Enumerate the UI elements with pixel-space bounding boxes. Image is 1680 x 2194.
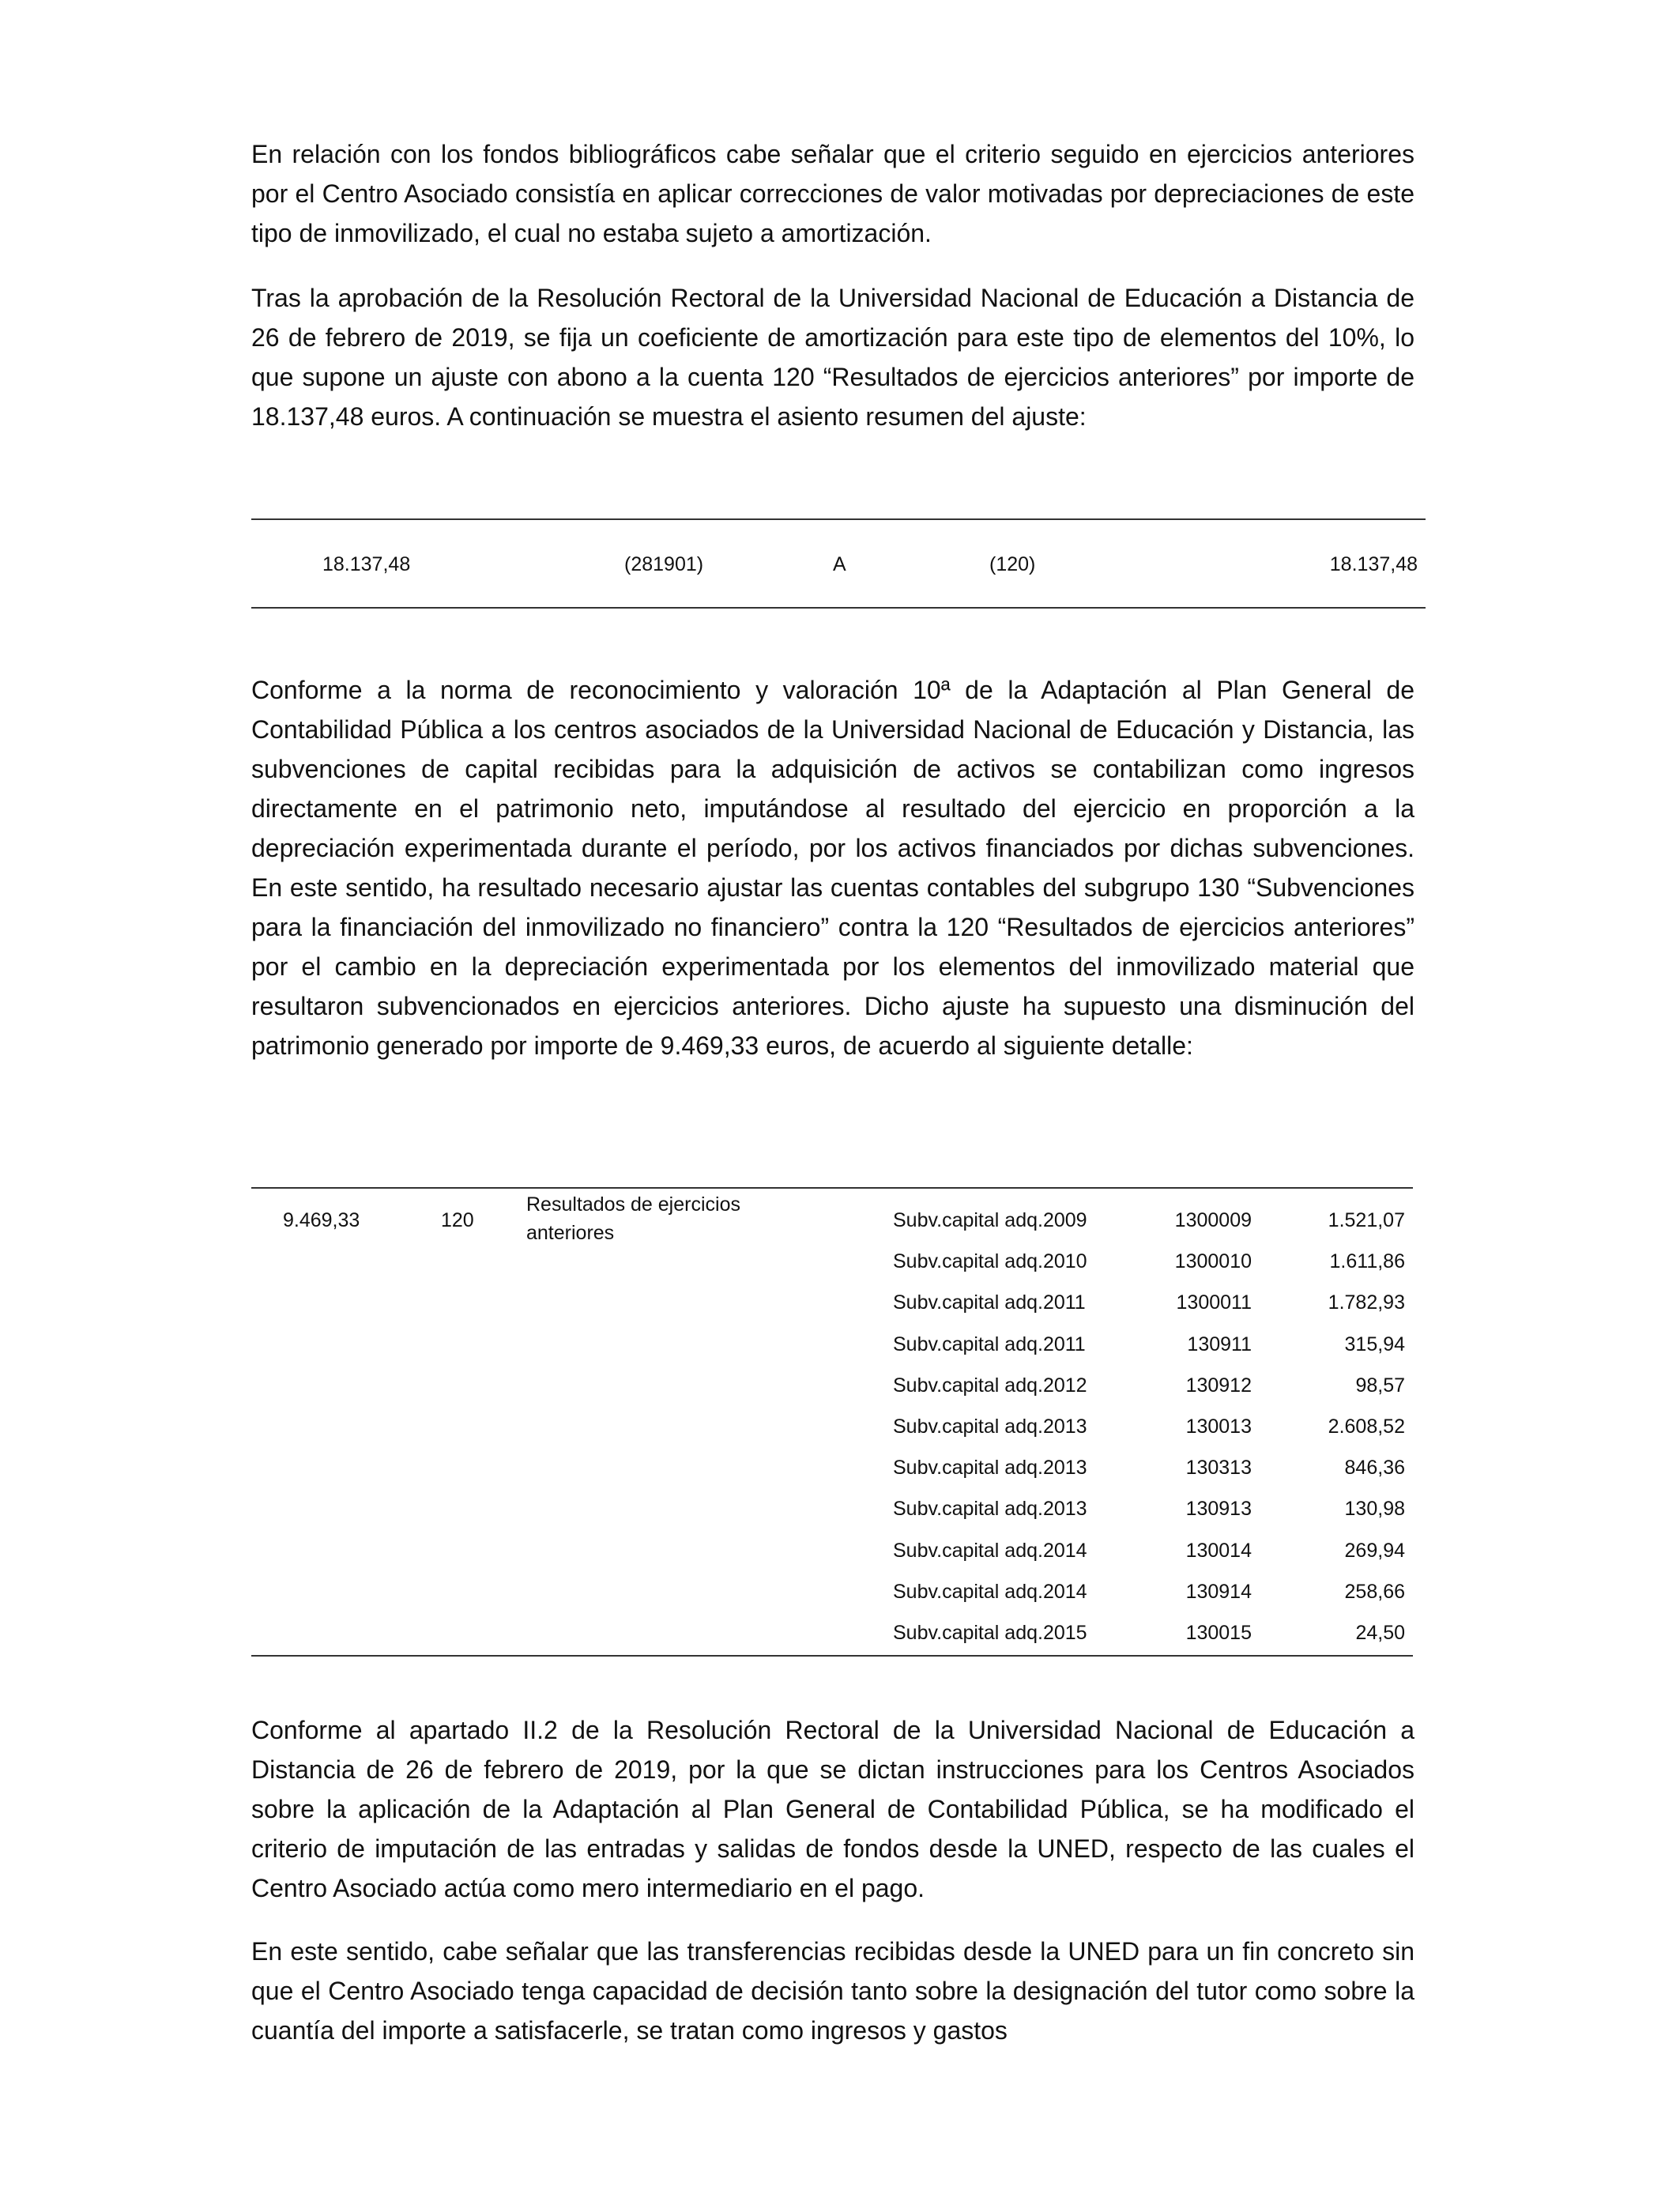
credit-amount: 98,57 (1355, 1374, 1405, 1397)
credit-amount: 2.608,52 (1328, 1416, 1405, 1438)
table-top-rule (251, 518, 1426, 520)
debit-amount: 9.469,33 (283, 1209, 360, 1231)
credit-account: 130912 (1185, 1374, 1252, 1397)
credit-concept: Subv.capital adq.2011 (893, 1291, 1086, 1314)
credit-account: 1300009 (1174, 1209, 1252, 1231)
credit-concept: Subv.capital adq.2009 (893, 1209, 1087, 1231)
credit-concept: Subv.capital adq.2013 (893, 1457, 1087, 1479)
credit-account: (120) (989, 553, 1036, 575)
credit-account: 130914 (1185, 1581, 1252, 1603)
credit-amount: 1.521,07 (1328, 1209, 1405, 1231)
credit-account: 130911 (1187, 1333, 1252, 1355)
credit-concept: Subv.capital adq.2011 (893, 1333, 1086, 1355)
credit-amount: 1.611,86 (1329, 1250, 1405, 1272)
credit-amount: 846,36 (1344, 1457, 1405, 1479)
debit-amount: 18.137,48 (322, 553, 411, 575)
entry-separator: A (833, 553, 846, 575)
credit-concept: Subv.capital adq.2013 (893, 1416, 1087, 1438)
credit-amount: 18.137,48 (1329, 553, 1418, 575)
credit-concept: Subv.capital adq.2014 (893, 1540, 1087, 1562)
table-bottom-rule (251, 607, 1426, 609)
credit-amount: 315,94 (1344, 1333, 1405, 1355)
credit-concept: Subv.capital adq.2012 (893, 1374, 1087, 1397)
debit-label: Resultados de ejercicios anteriores (526, 1193, 740, 1244)
paragraph-apartado-ii2: Conforme al apartado II.2 de la Resolución Rectoral de la Universidad Nacional de Educación a Distancia de 26 de febrero de 2019, por la que se dictan instrucciones para los Centros Asociados sobre la aplicación de la Adaptación al Plan General de Contabilidad Pública, se ha modificado el criterio de imputación de las entradas y salidas de fondos desde la UNED, respecto de las cuales el Centro Asociado actúa como mero intermediario en el pago. (251, 1716, 1414, 1902)
table-top-rule (251, 1187, 1413, 1189)
credit-concept: Subv.capital adq.2010 (893, 1250, 1087, 1272)
credit-concept: Subv.capital adq.2014 (893, 1581, 1087, 1603)
credit-account: 1300010 (1174, 1250, 1252, 1272)
credit-amount: 258,66 (1344, 1581, 1405, 1603)
credit-account: 130013 (1185, 1416, 1252, 1438)
credit-concept: Subv.capital adq.2015 (893, 1622, 1087, 1644)
paragraph-fondos-bibliograficos: En relación con los fondos bibliográficos cabe señalar que el criterio seguido en ejercicios anteriores por el Centro Asociado consistía en aplicar correcciones de valor motivadas por depreciaciones de este tipo de inmovilizado, el cual no estaba sujeto a amortización. (251, 140, 1414, 247)
credit-account: 130313 (1185, 1457, 1252, 1479)
credit-amount: 130,98 (1344, 1498, 1405, 1520)
credit-concept: Subv.capital adq.2013 (893, 1498, 1087, 1520)
credit-account: 130015 (1185, 1622, 1252, 1644)
credit-amount: 269,94 (1344, 1540, 1405, 1562)
credit-amount: 1.782,93 (1328, 1291, 1405, 1314)
paragraph-subvenciones: Conforme a la norma de reconocimiento y valoración 10ª de la Adaptación al Plan General de Contabilidad Pública a los centros asociados de la Universidad Nacional de Educación y Distancia, las subvenciones de capital recibidas para la adquisición de activos se contabilizan como ingresos directamente en el patrimonio neto, imputándose al resultado del ejercicio en proporción a la depreciación experimentada durante el período, por los activos financiados por dichas subvenciones. En este sentido, ha resultado necesario ajustar las cuentas contables del subgrupo 130 “Subvenciones para la financiación del inmovilizado no financiero” contra la 120 “Resultados de ejercicios anteriores” por el cambio en la depreciación experimentada por los elementos del inmovilizado material que resultaron subvencionados en ejercicios anteriores. Dicho ajuste ha supuesto una disminución del patrimonio generado por importe de 9.469,33 euros, de acuerdo al siguiente detalle: (251, 676, 1414, 1060)
paragraph-resolucion-rectoral: Tras la aprobación de la Resolución Rectoral de la Universidad Nacional de Educación a Distancia de 26 de febrero de 2019, se fija un coeficiente de amortización para este tipo de elementos del 10%, lo que supone un ajuste con abono a la cuenta 120 “Resultados de ejercicios anteriores” por importe de 18.137,48 euros. A continuación se muestra el asiento resumen del ajuste: (251, 284, 1414, 431)
credit-account: 130913 (1185, 1498, 1252, 1520)
credit-account: 130014 (1185, 1540, 1252, 1562)
credit-amount: 24,50 (1355, 1622, 1405, 1644)
debit-account: 120 (441, 1209, 474, 1231)
credit-account: 1300011 (1176, 1291, 1252, 1314)
paragraph-transferencias: En este sentido, cabe señalar que las transferencias recibidas desde la UNED para un fin concreto sin que el Centro Asociado tenga capacidad de decisión tanto sobre la designación del tutor como sobre la cuantía del importe a satisfacerle, se tratan como ingresos y gastos (251, 1937, 1414, 2045)
table-bottom-rule (251, 1655, 1413, 1657)
debit-account: (281901) (624, 553, 704, 575)
